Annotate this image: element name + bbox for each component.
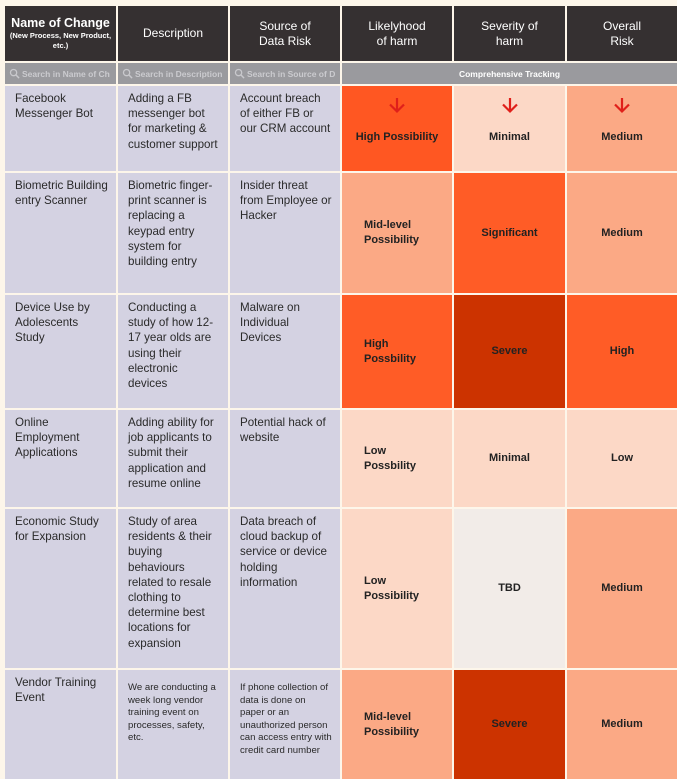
severity-label: TBD (498, 582, 521, 594)
overall-risk-label: Low (611, 452, 633, 464)
header-title: Likelyhood of harm (368, 18, 426, 48)
row-name: Facebook Messenger Bot (5, 86, 116, 171)
header-severity-of-harm[interactable] (454, 6, 565, 61)
severity-cell (454, 670, 565, 779)
row-source: Data breach of cloud backup of service or device holding information (230, 509, 340, 668)
overall-risk-cell (567, 295, 677, 408)
overall-risk-label: High (609, 345, 635, 357)
row-name: Biometric Building entry Scanner (5, 173, 116, 293)
severity-cell (454, 410, 565, 507)
row-name: Economic Study for Expansion (5, 509, 116, 668)
likelihood-label: High Possibility (355, 131, 439, 143)
header-overall-risk[interactable] (567, 6, 677, 61)
severity-label: Minimal (489, 452, 530, 464)
row-description: Study of area residents & their buying behaviours related to resale clothing to determine best locations for expansion (118, 509, 228, 668)
row-source: Account breach of either FB or our CRM account (230, 86, 340, 171)
likelihood-label: Mid-level Possibility (364, 710, 420, 738)
search-name-input[interactable] (22, 69, 116, 79)
severity-cell (454, 173, 565, 293)
overall-risk-cell (567, 670, 677, 779)
search-source-cell (230, 63, 340, 84)
row-description: Conducting a study of how 12-17 year olds are using their electronic devices (118, 295, 228, 408)
row-name: Device Use by Adolescents Study (5, 295, 116, 408)
header-title: Description (142, 26, 204, 40)
likelihood-label: High Possbility (364, 337, 416, 365)
risk-assessment-table (5, 6, 672, 768)
overall-risk-label: Medium (601, 226, 643, 239)
likelihood-cell (342, 86, 452, 171)
overall-risk-label: Medium (601, 582, 643, 594)
likelihood-cell (342, 295, 452, 408)
search-source-input[interactable] (247, 69, 340, 79)
severity-label: Severe (491, 718, 528, 730)
search-description-cell (118, 63, 228, 84)
severity-label: Minimal (489, 131, 530, 143)
header-title: Name of Change (11, 16, 110, 30)
likelihood-cell (342, 670, 452, 779)
header-subtitle: (New Process, New Product, etc.) (9, 31, 112, 50)
overall-risk-cell (567, 173, 677, 293)
row-source: If phone collection of data is done on paper or an unauthorized person can access entry with credit card number (230, 670, 340, 779)
search-icon (122, 68, 133, 79)
row-description: We are conducting a week long vendor training event on processes, safety, etc. (118, 670, 228, 779)
severity-cell (454, 509, 565, 668)
header-likelihood-of-harm[interactable] (342, 6, 452, 61)
overall-risk-label: Medium (601, 718, 643, 730)
row-name: Online Employment Applications (5, 410, 116, 507)
likelihood-cell (342, 173, 452, 293)
overall-risk-label: Medium (601, 131, 643, 143)
header-title: Source of Data Risk (258, 18, 311, 48)
overall-risk-cell (567, 410, 677, 507)
severity-label: Severe (491, 345, 528, 357)
search-name-cell (5, 63, 116, 84)
likelihood-label: Mid-level Possibility (364, 219, 420, 246)
arrow-down-icon (387, 96, 407, 114)
row-description: Adding ability for job applicants to submit their application and resume online (118, 410, 228, 507)
comprehensive-tracking-label: Comprehensive Tracking (342, 63, 677, 84)
severity-cell (454, 86, 565, 171)
header-description[interactable] (118, 6, 228, 61)
likelihood-label: Low Possibility (364, 574, 420, 602)
search-icon (234, 68, 245, 79)
overall-risk-cell (567, 509, 677, 668)
header-name-of-change[interactable] (5, 6, 116, 61)
severity-label: Significant (481, 226, 538, 239)
header-source-of-data-risk[interactable] (230, 6, 340, 61)
overall-risk-cell (567, 86, 677, 171)
row-source: Malware on Individual Devices (230, 295, 340, 408)
search-icon (9, 68, 20, 79)
likelihood-label: Low Possbility (364, 444, 416, 472)
arrow-down-icon (612, 96, 632, 114)
likelihood-cell (342, 410, 452, 507)
row-description: Adding a FB messenger bot for marketing & customer support (118, 86, 228, 171)
search-description-input[interactable] (135, 69, 228, 79)
likelihood-cell (342, 509, 452, 668)
severity-cell (454, 295, 565, 408)
header-title: Severity of harm (481, 18, 538, 48)
row-name: Vendor Training Event (5, 670, 116, 779)
header-title: Overall Risk (602, 18, 641, 48)
row-source: Insider threat from Employee or Hacker (230, 173, 340, 293)
arrow-down-icon (500, 96, 520, 114)
row-source: Potential hack of website (230, 410, 340, 507)
row-description: Biometric finger-print scanner is replacing a keypad entry system for building entry (118, 173, 228, 293)
